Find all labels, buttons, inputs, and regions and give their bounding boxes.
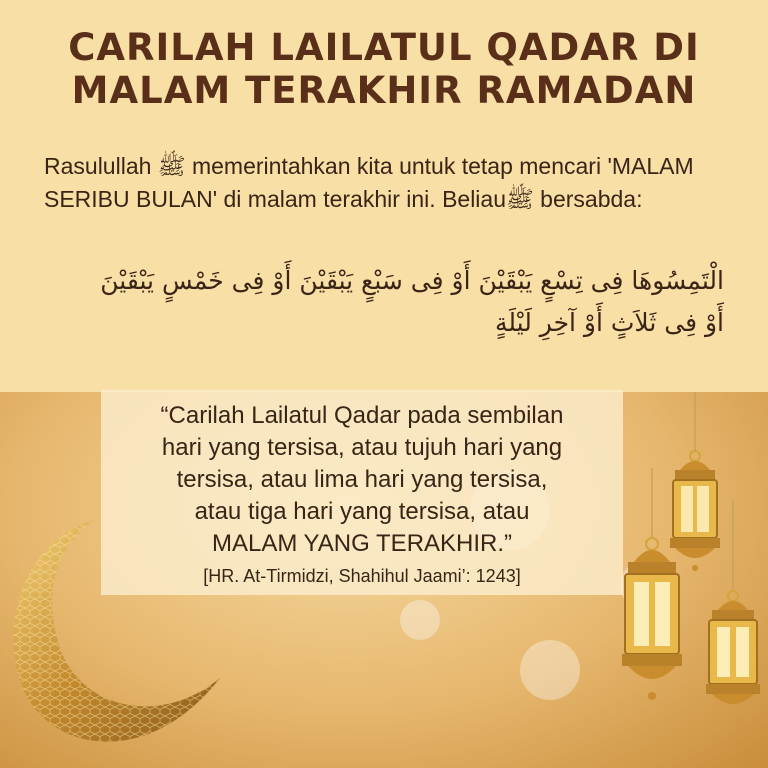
arabic-line-2: أَوْ فِى ثَلاَثٍ أَوْ آخِرِ لَيْلَةٍ	[494, 308, 724, 337]
salawat-symbol: ﷺ	[506, 186, 534, 212]
page-title	[0, 26, 768, 112]
arabic-line-1: الْتَمِسُوهَا فِى تِسْعٍ يَبْقَيْنَ أَوْ فِى سَبْعٍ يَبْقَيْنَ أَوْ فِى خَمْسٍ يَبْقَيْنَ	[100, 266, 724, 295]
quote-line-1: “Carilah Lailatul Qadar pada sembilan	[160, 402, 564, 429]
quote-line-5: MALAM YANG TERAKHIR.”	[211, 530, 513, 557]
lantern-icon	[698, 500, 768, 760]
arabic-hadith	[48, 260, 724, 344]
quote-line-3: tersisa, atau lima hari yang tersisa,	[176, 466, 548, 493]
hadith-source: [HR. At-Tirmidzi, Shahihul Jaami’: 1243]	[203, 566, 521, 586]
bokeh-light	[520, 640, 580, 700]
intro-text-before: Rasulullah	[44, 153, 158, 179]
intro-text-middle: memerintahkan kita untuk tetap mencari 'MALAM SERIBU BULAN' di malam terakhir ini. Beliau	[44, 153, 694, 212]
intro-text-end: bersabda:	[533, 186, 643, 212]
intro-paragraph	[44, 150, 734, 216]
bokeh-light	[400, 600, 440, 640]
quote-line-2: hari yang tersisa, atau tujuh hari yang	[161, 434, 563, 461]
crescent-moon-icon	[0, 518, 230, 758]
title-line-1: CARILAH LAILATUL QADAR DI	[68, 26, 700, 69]
quote-line-4: atau tiga hari yang tersisa, atau	[194, 498, 530, 525]
salawat-symbol: ﷺ	[157, 153, 186, 179]
lantern-icon	[612, 468, 692, 768]
title-line-2: MALAM TERAKHIR RAMADAN	[71, 69, 697, 112]
